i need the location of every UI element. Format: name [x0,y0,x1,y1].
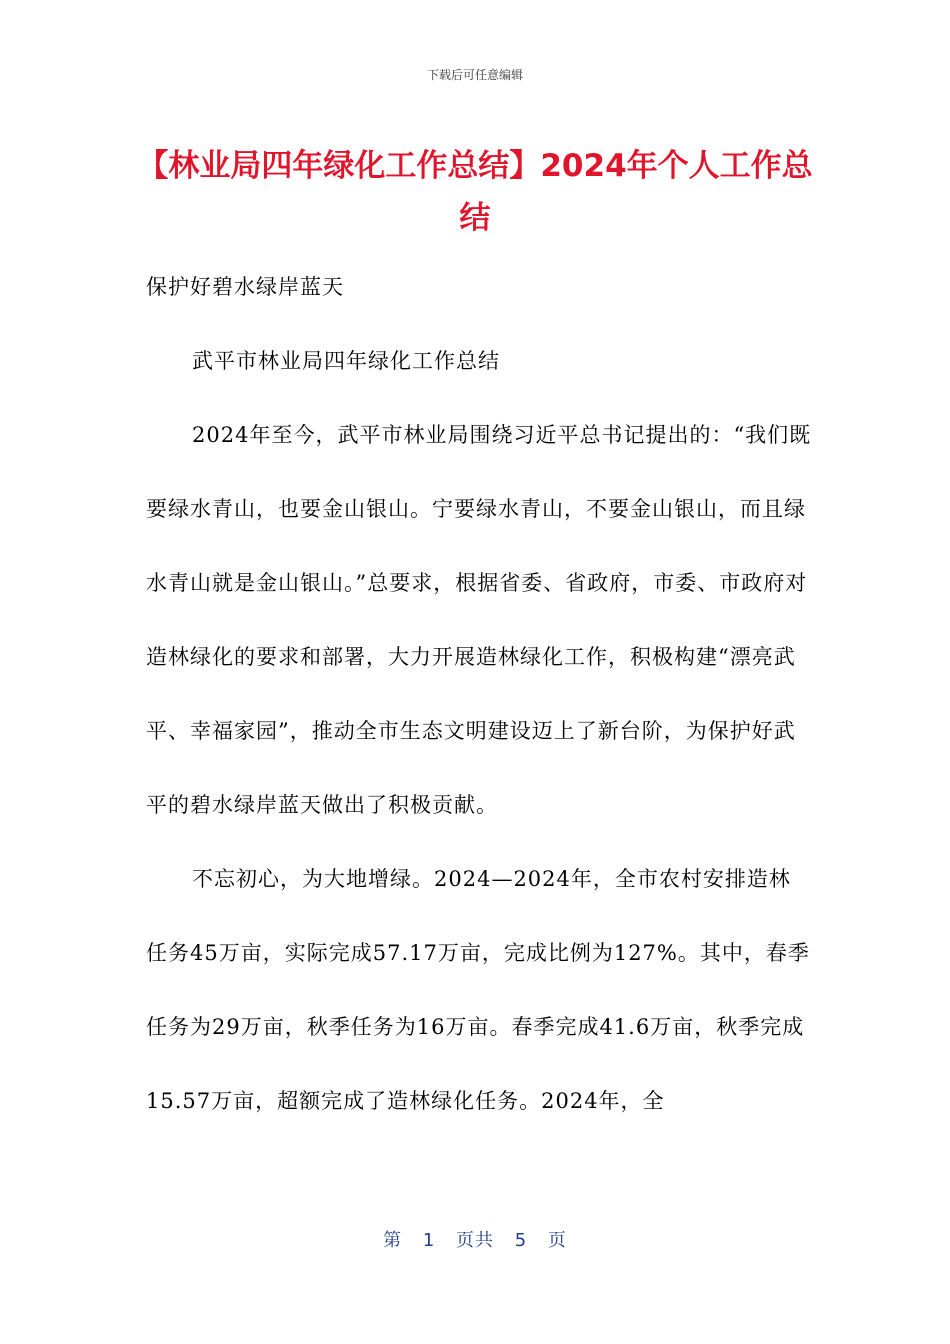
footer-middle: 页共 [456,1230,494,1251]
paragraph-report-title: 武平市林业局四年绿化工作总结 [192,349,500,373]
footer-total-pages: 5 [514,1230,528,1251]
paragraph-subheading: 保护好碧水绿岸蓝天 [146,275,344,299]
document-title: 【林业局四年绿化工作总结】2024年个人工作总结 [137,148,813,236]
footer-suffix: 页 [547,1230,567,1251]
header-note: 下载后可任意编辑 [426,68,523,82]
footer-current-page: 1 [422,1230,436,1251]
document-body [146,250,812,1138]
page-footer [0,1226,950,1252]
footer-prefix: 第 [383,1230,403,1251]
paragraph-intro: 2024年至今，武平市林业局围绕习近平总书记提出的：“我们既要绿水青山，也要金山银山。宁要绿水青山，不要金山银山，而且绿水青山就是金山银山。”总要求，根据省委、省政府，市委、市政府对造林绿化的要求和部署，大力开展造林绿化工作，积极构建“漂亮武平、幸福家园”，推动全市生态文明建设迈上了新台阶，为保护好武平的碧水绿岸蓝天做出了积极贡献。 [146,423,812,817]
paragraph-afforestation: 不忘初心，为大地增绿。2024—2024年，全市农村安排造林任务45万亩，实际完成57.17万亩，完成比例为127%。其中，春季任务为29万亩，秋季任务为16万亩。春季完成41.6万亩，秋季完成15.57万亩，超额完成了造林绿化任务。2024年，全 [146,867,810,1113]
